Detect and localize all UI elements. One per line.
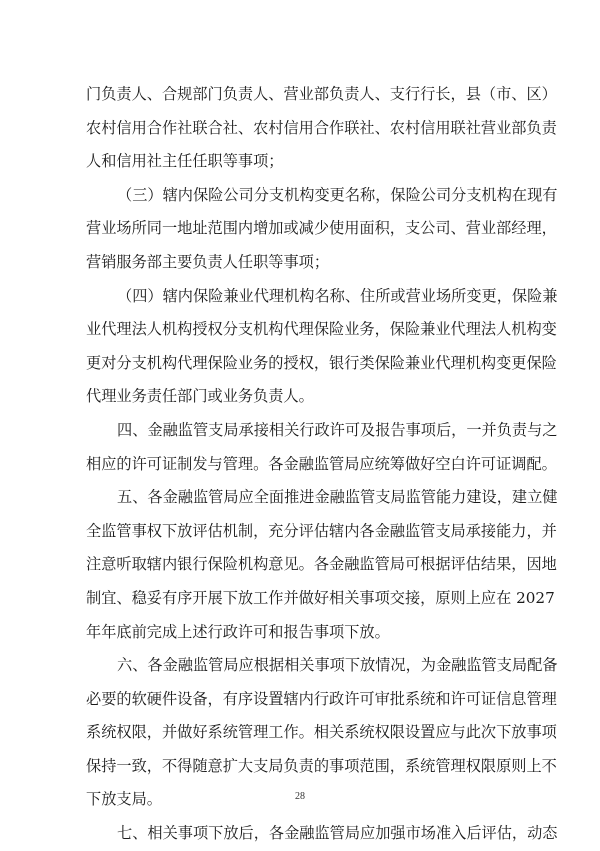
text-line: 六、各金融监管局应根据相关事项下放情况，为金融监管支局配备: [117, 656, 558, 675]
text-line: 门负责人、合规部门负责人、营业部负责人、支行行长，县（市、区）: [86, 85, 557, 103]
text-line: 业代理法人机构授权分支机构代理保险业务，保险兼业代理法人机构变: [86, 320, 557, 339]
text-line: 七、相关事项下放后，各金融监管局应加强市场准入后评估，动态: [117, 824, 558, 843]
document-body: [86, 78, 558, 851]
text-line: 全监管事权下放评估机制，充分评估辖内各金融监管支局承接能力，并: [86, 521, 557, 540]
text-line: 系统权限，并做好系统管理工作。相关系统权限设置应与此次下放事项: [86, 723, 557, 742]
text-line: 农村信用合作社联合社、农村信用合作联社、农村信用联社营业部负责: [86, 118, 557, 137]
text-line: 相应的许可证制发与管理。各金融监管局应统筹做好空白许可证调配。: [86, 454, 557, 473]
text-line: 营业场所同一地址范围内增加或减少使用面积，支公司、营业部经理，: [86, 219, 557, 238]
text-line: 年年底前完成上述行政许可和报告事项下放。: [86, 622, 390, 641]
text-line: 下放支局。: [86, 790, 162, 809]
text-line: 五、各金融监管局应全面推进金融监管支局监管能力建设，建立健: [117, 488, 558, 507]
text-line: 人和信用社主任任职等事项；: [86, 152, 284, 171]
text-line: 必要的软硬件设备，有序设置辖内行政许可审批系统和许可证信息管理: [86, 689, 557, 708]
text-line: 制宜、稳妥有序开展下放工作并做好相关事项交接，原则上应在 2027: [86, 588, 555, 607]
text-line: 注意听取辖内银行保险机构意见。各金融监管局可根据评估结果，因地: [86, 555, 557, 574]
text-line: （三）辖内保险公司分支机构变更名称，保险公司分支机构在现有: [117, 185, 558, 204]
text-line: 代理业务责任部门或业务负责人。: [86, 387, 314, 406]
page-number: 28: [295, 791, 305, 802]
text-line: 更对分支机构代理保险业务的授权，银行类保险兼业代理机构变更保险: [86, 353, 557, 372]
text-line: 四、金融监管支局承接相关行政许可及报告事项后，一并负责与之: [117, 420, 558, 439]
text-line: 保持一致，不得随意扩大支局负责的事项范围，系统管理权限原则上不: [86, 756, 557, 775]
text-line: （四）辖内保险兼业代理机构名称、住所或营业场所变更，保险兼: [117, 286, 558, 305]
text-line: 营销服务部主要负责人任职等事项；: [86, 252, 329, 271]
